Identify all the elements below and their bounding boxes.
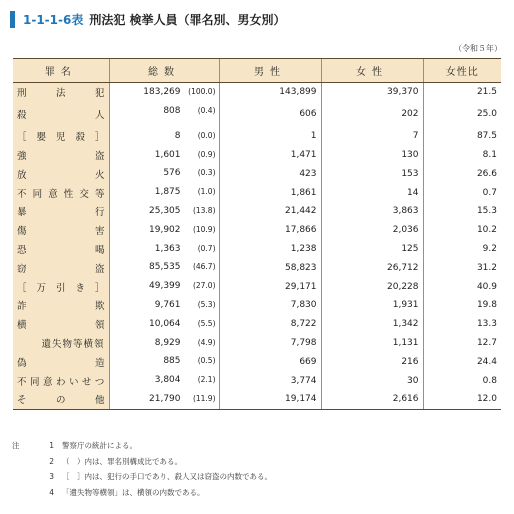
crime-arrest-table: [13, 58, 501, 410]
crime-name-char: 不: [17, 188, 27, 200]
male-value: 17,866: [219, 221, 321, 240]
crime-name-char: わ: [55, 376, 66, 388]
female-ratio-value: 15.3: [423, 202, 501, 221]
table-title: [10, 10, 286, 28]
female-value: 1,931: [321, 296, 423, 315]
male-value: 8,722: [219, 315, 321, 334]
crime-name: [17, 317, 105, 331]
total-cell: [109, 240, 219, 259]
crime-name: [17, 148, 105, 162]
footnote-lead: [12, 485, 36, 501]
composition-ratio: (2.1): [197, 375, 216, 385]
crime-name-char: 万: [36, 282, 46, 294]
crime-name-char: 交: [79, 188, 89, 200]
composition-ratio: (0.7): [197, 243, 216, 253]
crime-name-cell: [13, 277, 109, 296]
female-ratio-value: 13.3: [423, 315, 501, 334]
crime-name-char: 他: [94, 395, 105, 407]
crime-name: [17, 242, 105, 256]
composition-ratio: (27.0): [192, 281, 216, 291]
crime-name-cell: [13, 240, 109, 259]
crime-name-cell: [13, 390, 109, 409]
table-row: [13, 164, 501, 183]
male-value: 606: [219, 102, 321, 127]
female-ratio-value: 10.2: [423, 221, 501, 240]
crime-name-char: 暴: [17, 207, 27, 219]
crime-name-char: 喝: [94, 244, 105, 256]
total-value: 1,363: [154, 243, 181, 254]
crime-name-cell: [13, 83, 109, 102]
male-value: 669: [219, 352, 321, 371]
header-row: [13, 59, 501, 83]
total-cell: [109, 83, 219, 102]
total-cell: [109, 221, 219, 240]
total-cell: [109, 258, 219, 277]
table-row: [13, 296, 501, 315]
footnote: [12, 485, 272, 501]
footnote-text: 「遺失物等横領」は、横領の内数である。: [62, 487, 205, 497]
female-ratio-value: 9.2: [423, 240, 501, 259]
female-ratio-value: 40.9: [423, 277, 501, 296]
total-value: 25,305: [149, 205, 181, 216]
female-value: 202: [321, 102, 423, 127]
crime-name-cell: [13, 334, 109, 353]
total-value: 8,929: [154, 337, 181, 348]
female-value: 130: [321, 146, 423, 165]
unit-label: （令和５年）: [454, 44, 502, 53]
total-cell: [109, 352, 219, 371]
crime-name-char: 横: [17, 320, 27, 332]
crime-name-char: 領: [94, 320, 105, 332]
crime-name-char: 強: [17, 150, 27, 162]
crime-name: [17, 392, 105, 406]
crime-name-char: ］: [94, 282, 105, 294]
female-value: 39,370: [321, 83, 423, 102]
total-cell: [109, 146, 219, 165]
header-male: 男性: [219, 59, 321, 83]
female-ratio-value: 0.8: [423, 371, 501, 390]
table-row: [13, 183, 501, 202]
total-value: 885: [163, 356, 181, 367]
crime-name: [17, 186, 105, 200]
table-row: [13, 390, 501, 409]
table-row: [13, 221, 501, 240]
composition-ratio: (5.3): [197, 299, 216, 309]
female-ratio-value: 0.7: [423, 183, 501, 202]
female-value: 7: [321, 127, 423, 146]
male-value: 3,774: [219, 371, 321, 390]
female-value: 30: [321, 371, 423, 390]
composition-ratio: (13.8): [192, 205, 216, 215]
crime-name-char: 偽: [17, 357, 27, 369]
crime-name-char: 法: [55, 88, 66, 100]
crime-name: [17, 374, 105, 388]
table-row: [13, 127, 501, 146]
crime-name-cell: [13, 146, 109, 165]
table-row: [13, 202, 501, 221]
male-value: 21,442: [219, 202, 321, 221]
crime-name-cell: [13, 102, 109, 127]
composition-ratio: (0.9): [197, 149, 216, 159]
female-ratio-value: 31.2: [423, 258, 501, 277]
total-value: 10,064: [149, 318, 181, 329]
footnote-lead: [12, 454, 36, 470]
female-value: 1,342: [321, 315, 423, 334]
composition-ratio: (0.0): [197, 130, 216, 140]
total-cell: [109, 315, 219, 334]
crime-name-cell: [13, 258, 109, 277]
crime-name-cell: [13, 127, 109, 146]
crime-name-char: 殺: [75, 132, 85, 144]
crime-name-char: 同: [29, 376, 40, 388]
table-row: [13, 277, 501, 296]
composition-ratio: (0.4): [197, 105, 216, 115]
total-value: 9,761: [154, 299, 181, 310]
male-value: 29,171: [219, 277, 321, 296]
crime-name: [17, 204, 105, 218]
female-value: 2,616: [321, 390, 423, 409]
crime-name-char: 傷: [17, 226, 27, 238]
composition-ratio: (10.9): [192, 224, 216, 234]
crime-name-char: ［: [17, 132, 27, 144]
footnote-number: 3: [49, 472, 54, 481]
crime-name-char: 引: [55, 282, 66, 294]
total-cell: [109, 127, 219, 146]
composition-ratio: (4.9): [197, 337, 216, 347]
header-female: 女性: [321, 59, 423, 83]
female-value: 1,131: [321, 334, 423, 353]
total-cell: [109, 334, 219, 353]
header-total: 総数: [109, 59, 219, 83]
composition-ratio: (11.9): [192, 393, 216, 403]
female-value: 26,712: [321, 258, 423, 277]
total-value: 808: [163, 105, 181, 116]
composition-ratio: (0.3): [197, 168, 216, 178]
footnotes: [12, 438, 272, 500]
table-row: [13, 334, 501, 353]
footnote: [12, 469, 272, 485]
total-cell: [109, 296, 219, 315]
crime-name-char: 不: [17, 376, 27, 388]
crime-name-char: 欺: [94, 301, 105, 313]
total-cell: [109, 390, 219, 409]
footnote-lead: [12, 469, 36, 485]
crime-name-char: 放: [17, 169, 27, 181]
total-value: 576: [163, 168, 181, 179]
male-value: 1,861: [219, 183, 321, 202]
footnote-number: 4: [49, 487, 54, 497]
crime-name-char: 人: [94, 110, 105, 122]
footnote-text: （ ）内は、罪名別構成比である。: [62, 456, 182, 466]
footnote-text: 警察庁の統計による。: [62, 441, 137, 450]
male-value: 143,899: [219, 83, 321, 102]
footnote: [12, 454, 272, 470]
female-ratio-value: 8.1: [423, 146, 501, 165]
crime-name: [17, 85, 105, 99]
total-cell: [109, 371, 219, 390]
crime-name-char: そ: [17, 395, 27, 407]
female-value: 14: [321, 183, 423, 202]
footnote-text: ［ ］内は、犯行の手口であり、殺人又は窃盗の内数である。: [62, 472, 272, 481]
total-cell: [109, 102, 219, 127]
female-ratio-value: 21.5: [423, 83, 501, 102]
crime-name: [17, 336, 105, 350]
crime-name-char: 性: [63, 188, 74, 200]
footnote-lead: 注: [12, 441, 20, 450]
crime-name-char: つ: [94, 376, 105, 388]
crime-name: [17, 280, 105, 294]
crime-name-char: 殺: [17, 110, 27, 122]
female-value: 125: [321, 240, 423, 259]
crime-name-char: 嬰: [36, 132, 46, 144]
total-value: 19,902: [149, 224, 181, 235]
total-value: 183,269: [143, 87, 181, 97]
crime-name-cell: [13, 352, 109, 371]
crime-name-char: 造: [94, 357, 105, 369]
crime-name-char: ［: [17, 282, 27, 294]
header-crime: 罪名: [13, 59, 109, 83]
table-row: [13, 102, 501, 127]
male-value: 7,830: [219, 296, 321, 315]
table-row: [13, 315, 501, 334]
total-cell: [109, 202, 219, 221]
crime-name: [17, 223, 105, 237]
composition-ratio: (100.0): [188, 87, 216, 96]
header-female-ratio: 女性比: [423, 59, 501, 83]
total-value: 1,875: [154, 187, 181, 198]
crime-name-char: 等: [94, 188, 105, 200]
crime-name-char: 意: [48, 188, 58, 200]
table-row: [13, 240, 501, 259]
female-ratio-value: 24.4: [423, 352, 501, 371]
total-cell: [109, 164, 219, 183]
crime-name-char: 児: [55, 132, 66, 144]
total-cell: [109, 183, 219, 202]
table-number: 1-1-1-6表: [23, 12, 84, 27]
crime-name-cell: [13, 202, 109, 221]
female-ratio-value: 25.0: [423, 102, 501, 127]
crime-name-char: 意: [42, 376, 53, 388]
female-ratio-value: 26.6: [423, 164, 501, 183]
female-value: 3,863: [321, 202, 423, 221]
male-value: 1,238: [219, 240, 321, 259]
total-cell: [109, 277, 219, 296]
female-value: 153: [321, 164, 423, 183]
table-row: [13, 146, 501, 165]
crime-name-char: 刑: [17, 88, 27, 100]
crime-name-char: 詐: [17, 301, 27, 313]
male-value: 19,174: [219, 390, 321, 409]
table-row: [13, 83, 501, 102]
male-value: 1,471: [219, 146, 321, 165]
male-value: 423: [219, 164, 321, 183]
title-accent-bar: [10, 11, 15, 28]
crime-name-char: せ: [81, 376, 92, 388]
female-ratio-value: 87.5: [423, 127, 501, 146]
composition-ratio: (5.5): [197, 318, 216, 328]
crime-name-cell: [13, 296, 109, 315]
table-caption: 刑法犯 検挙人員（罪名別、男女別）: [89, 12, 286, 27]
crime-name-char: 恐: [17, 244, 27, 256]
male-value: 1: [219, 127, 321, 146]
crime-name: [17, 167, 105, 181]
total-value: 8: [174, 130, 181, 141]
footnote-number: 1: [49, 441, 54, 450]
crime-name-char: の: [55, 395, 66, 407]
crime-name-char: 窃: [17, 263, 27, 275]
crime-name: [17, 261, 105, 275]
crime-name-cell: [13, 371, 109, 390]
total-value: 21,790: [149, 393, 181, 404]
crime-name-char: ］: [94, 132, 105, 144]
crime-name-char: い: [68, 376, 79, 388]
composition-ratio: (0.5): [197, 356, 216, 366]
crime-name: [17, 355, 105, 369]
crime-name-char: 犯: [94, 88, 105, 100]
male-value: 7,798: [219, 334, 321, 353]
crime-name-char: 盗: [94, 263, 105, 275]
footnote: [12, 438, 272, 454]
female-ratio-value: 19.8: [423, 296, 501, 315]
crime-name-char: 行: [94, 207, 105, 219]
crime-name: [17, 298, 105, 312]
crime-name-char: 遺失物等横領: [41, 338, 105, 350]
female-value: 20,228: [321, 277, 423, 296]
table-row: [13, 371, 501, 390]
total-value: 1,601: [154, 149, 181, 160]
table-row: [13, 258, 501, 277]
table-row: [13, 352, 501, 371]
male-value: 58,823: [219, 258, 321, 277]
crime-name-char: 害: [94, 226, 105, 238]
crime-name: [17, 107, 105, 121]
crime-name-cell: [13, 164, 109, 183]
crime-name-cell: [13, 221, 109, 240]
total-value: 3,804: [154, 375, 181, 386]
footnote-number: 2: [49, 456, 54, 466]
crime-name-cell: [13, 315, 109, 334]
female-value: 216: [321, 352, 423, 371]
female-ratio-value: 12.0: [423, 390, 501, 409]
composition-ratio: (46.7): [192, 262, 216, 272]
crime-name-char: 同: [32, 188, 43, 200]
composition-ratio: (1.0): [197, 187, 216, 197]
female-value: 2,036: [321, 221, 423, 240]
crime-name-char: 盗: [94, 150, 105, 162]
crime-name: [17, 129, 105, 143]
crime-name-cell: [13, 183, 109, 202]
total-value: 85,535: [149, 262, 181, 273]
total-value: 49,399: [149, 281, 181, 292]
crime-name-char: き: [75, 282, 85, 294]
crime-name-char: 火: [94, 169, 105, 181]
female-ratio-value: 12.7: [423, 334, 501, 353]
